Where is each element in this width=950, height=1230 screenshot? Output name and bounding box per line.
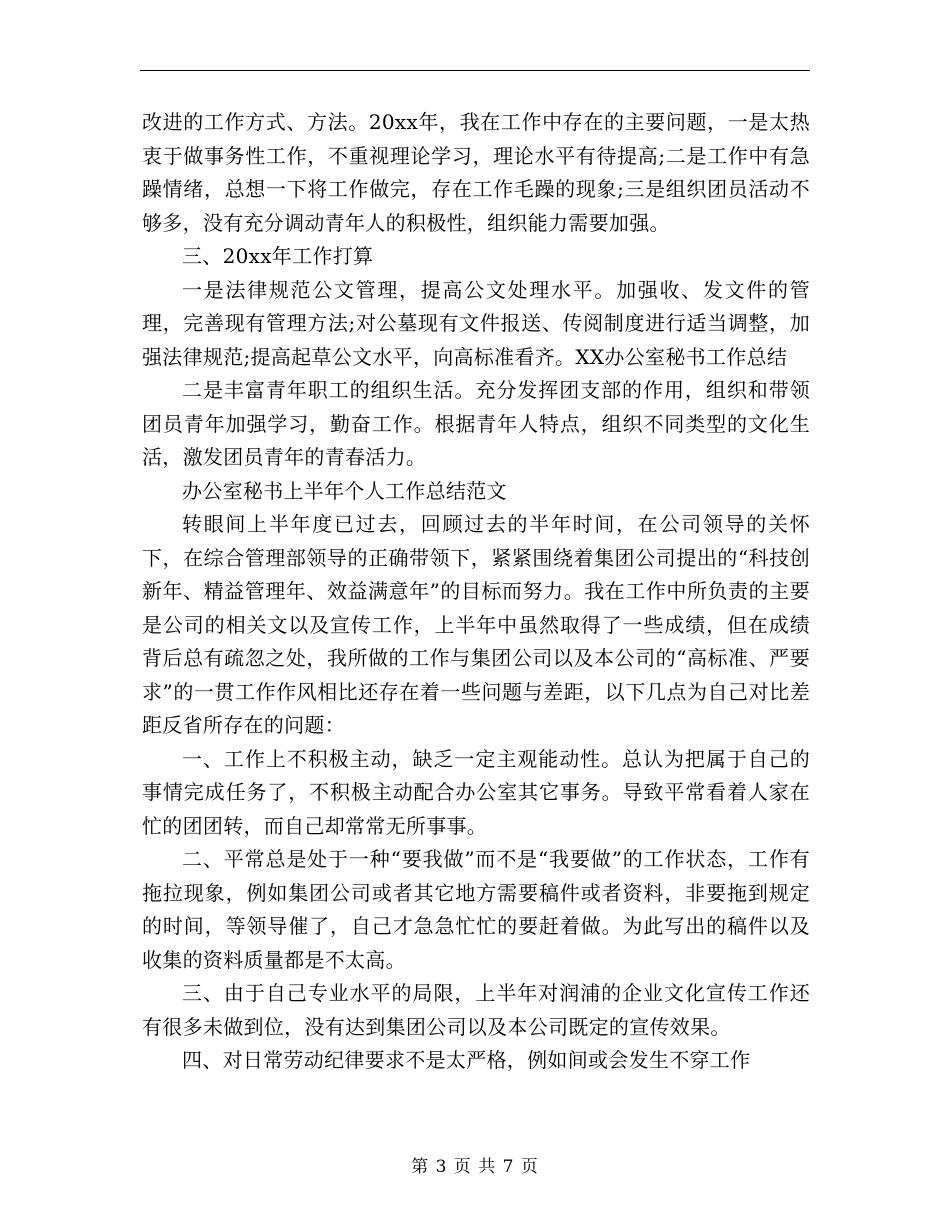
- paragraph: 二是丰富青年职工的组织生活。充分发挥团支部的作用，组织和带领团员青年加强学习，勤奋工作。根据青年人特点，组织不同类型的文化生活，激发团员青年的青春活力。: [142, 378, 810, 469]
- paragraph: 改进的工作方式、方法。20xx年，我在工作中存在的主要问题，一是太热衷于做事务性工作，不重视理论学习，理论水平有待提高;二是工作中有急躁情绪，总想一下将工作做完，存在工作毛躁的现象;三是组织团员活动不够多，没有充分调动青年人的积极性，组织能力需要加强。: [142, 110, 810, 235]
- page-number: 第 3 页 共 7 页: [411, 1157, 539, 1177]
- paragraph: 一是法律规范公文管理，提高公文处理水平。加强收、发文件的管理，完善现有管理方法;对公墓现有文件报送、传阅制度进行适当调整，加强法律规范;提高起草公文水平，向高标准看齐。XX办公室秘书工作总结: [142, 277, 810, 369]
- paragraph: 四、对日常劳动纪律要求不是太严格，例如间或会发生不穿工作: [182, 1048, 751, 1072]
- section-heading: 办公室秘书上半年个人工作总结范文: [182, 478, 507, 503]
- document-body: [142, 106, 810, 1078]
- section-heading: 三、20xx年工作打算: [182, 244, 374, 268]
- paragraph: 二、平常总是处于一种“要我做”而不是“我要做”的工作状态，工作有拖拉现象，例如集团公司或者其它地方需要稿件或者资料，非要拖到规定的时间，等领导催了，自己才急急忙忙的要赶着做。为此写出的稿件以及收集的资料质量都是不太高。: [142, 847, 810, 972]
- paragraph: 转眼间上半年度已过去，回顾过去的半年时间，在公司领导的关怀下，在综合管理部领导的正确带领下，紧紧围绕着集团公司提出的“科技创新年、精益管理年、效益满意年”的目标而努力。我在工作中所负责的主要是公司的相关文以及宣传工作，上半年中虽然取得了一些成绩，但在成绩背后总有疏忽之处，我所做的工作与集团公司以及本公司的“高标准、严要求”的一贯工作作风相比还存在着一些问题与差距，以下几点为自己对比差距反省所存在的问题：: [142, 512, 810, 737]
- paragraph: 三、由于自己专业水平的局限，上半年对润浦的企业文化宣传工作还有很多未做到位，没有达到集团公司以及本公司既定的宣传效果。: [142, 981, 810, 1039]
- header-rule: [140, 70, 810, 71]
- paragraph: 一、工作上不积极主动，缺乏一定主观能动性。总认为把属于自己的事情完成任务了，不积极主动配合办公室其它事务。导致平常看着人家在忙的团团转，而自己却常常无所事事。: [142, 746, 810, 838]
